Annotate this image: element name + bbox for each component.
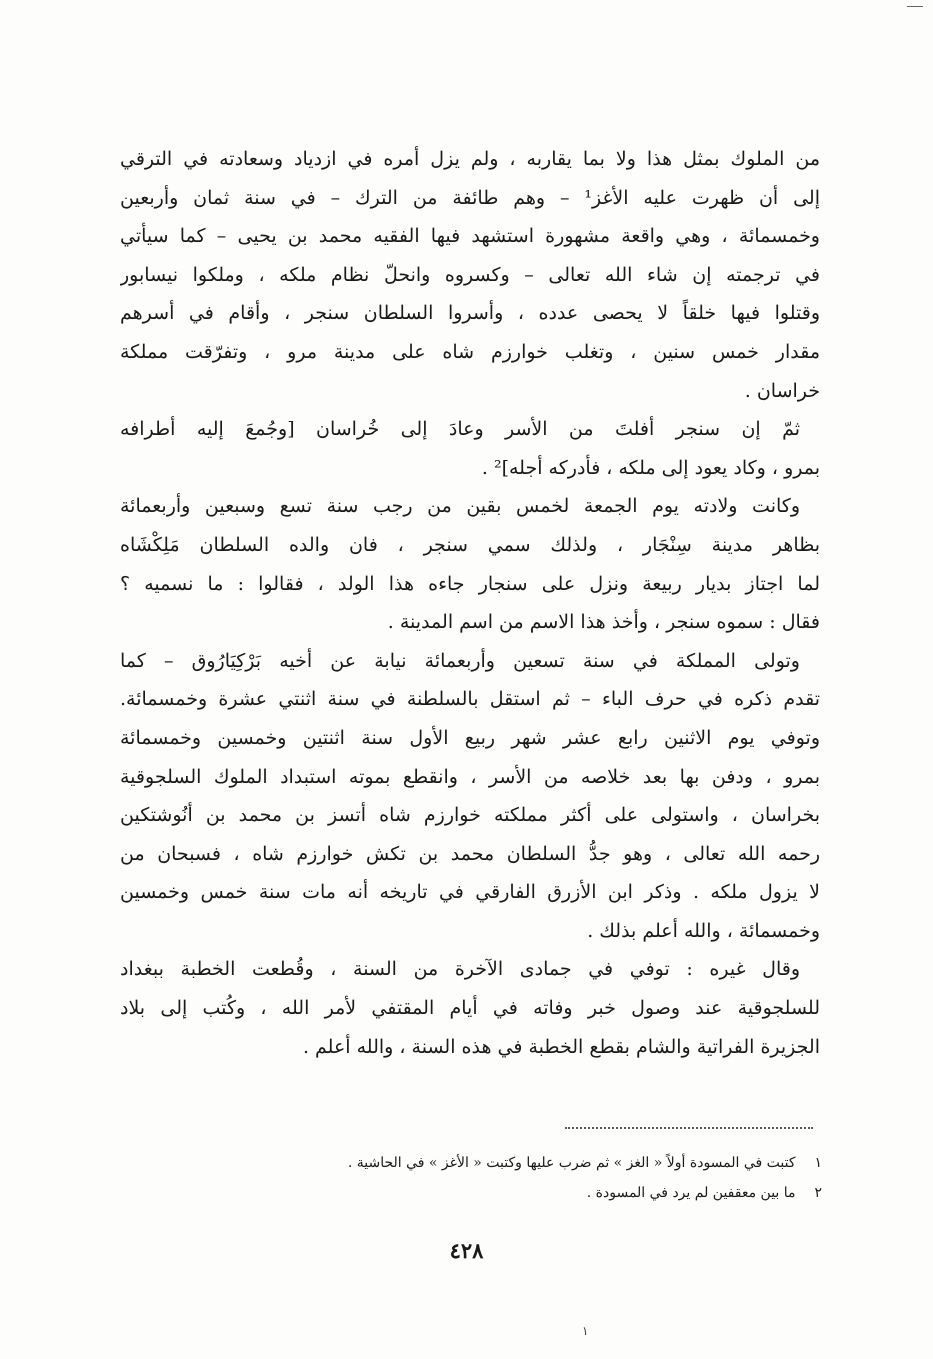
text-line: للسلجوقية عند وصول خبر وفاته في أيام المقتفي لأمر الله ، وكُتب إلى بلاد <box>120 997 820 1020</box>
footnotes-block <box>120 1148 822 1208</box>
text-line: الجزيرة الفراتية والشام بقطع الخطبة في هذه السنة ، والله أعلم . <box>302 1035 820 1058</box>
text-line: خراسان . <box>744 379 820 402</box>
text-line: بمرو ، ودفن بها بعد خلاصه من الأسر ، وانقطع بموته استبداد الملوك السلجوقية <box>120 765 820 788</box>
main-text-block <box>120 140 820 1066</box>
text-line: لا يزول ملكه . وذكر ابن الأزرق الفارقي في تاريخه أنه مات سنة خمس وخمسين <box>120 881 820 904</box>
text-line: وتوفي يوم الاثنين رابع عشر شهر ربيع الأول سنة اثنتين وخمسين وخمسمائة <box>120 726 820 749</box>
corner-scan-mark <box>907 6 923 15</box>
footnote-divider <box>565 1127 813 1129</box>
footnote-number: ١ <box>814 1155 822 1171</box>
text-line: مقدار خمس سنين ، وتغلب خوارزم شاه على مدينة مرو ، وتفرّقت مملكة <box>120 340 820 363</box>
text-line: وتولى المملكة في سنة تسعين وأربعمائة نيابة عن أخيه بَرْكِيَارُوق – كما <box>120 649 800 672</box>
text-line: في ترجمته إن شاء الله تعالى – وكسروه وانحلّ نظام ملكه ، وملكوا نيسابور <box>120 263 820 286</box>
footnote <box>120 1178 822 1208</box>
text-line: ثمّ إن سنجر أفلتَ من الأسر وعادَ إلى خُراسان [وجُمعَ إليه أطرافه <box>120 418 800 441</box>
stray-ink-mark: ۱ <box>582 1324 589 1338</box>
footnote-text: ما بين معقفين لم يرد في المسودة . <box>586 1185 796 1201</box>
text-line: بخراسان ، واستولى على أكثر مملكته خوارزم شاه أتسز بن محمد بن أنُوشتكين <box>120 804 820 827</box>
text-line: لما اجتاز بديار ربيعة ونزل على سنجار جاءه هذا الولد ، فقالوا : ما نسميه ؟ <box>120 572 820 595</box>
text-line: تقدم ذكره في حرف الباء – ثم استقل بالسلطنة في سنة اثنتي عشرة وخمسمائة. <box>120 688 820 711</box>
page-number: ٤٢٨ <box>449 1238 484 1263</box>
text-line: وكانت ولادته يوم الجمعة لخمس بقين من رجب سنة تسع وسبعين وأربعمائة <box>120 495 800 518</box>
footnote-number: ٢ <box>814 1185 822 1201</box>
footnote <box>120 1148 822 1178</box>
text-line: وخمسمائة ، والله أعلم بذلك . <box>587 919 820 942</box>
text-line: من الملوك بمثل هذا ولا بما يقاربه ، ولم يزل أمره في ازدياد وسعادته في الترقي <box>120 148 820 170</box>
text-line: بمرو ، وكاد يعود إلى ملكه ، فأدركه أجله]² . <box>481 456 820 479</box>
text-line: فقال : سموه سنجر ، وأخذ هذا الاسم من اسم المدينة . <box>387 611 820 634</box>
text-line: رحمه الله تعالى ، وهو جدُّ السلطان محمد بن تكش خوارزم شاه ، فسبحان من <box>120 842 820 865</box>
text-line: وخمسمائة ، وهي واقعة مشهورة استشهد فيها الفقيه محمد بن يحيى – كما سيأتي <box>120 225 820 248</box>
footnote-text: كتبت في المسودة أولاً « الغز » ثم ضرب عليها وكتبت « الأغز » في الحاشية . <box>347 1155 796 1171</box>
text-line: وقال غيره : توفي في جمادى الآخرة من السنة ، وقُطعت الخطبة ببغداد <box>120 958 800 981</box>
text-line: بظاهر مدينة سِنْجَار ، ولذلك سمي سنجر ، فان والده السلطان مَلِكْشَاه <box>120 533 820 556</box>
text-line: إلى أن ظهرت عليه الأغز¹ – وهم طائفة من الترك – في سنة ثمان وأربعين <box>120 186 820 209</box>
text-line: وقتلوا فيها خلقاً لا يحصى عدده ، وأسروا السلطان سنجر ، وأقام في أسرهم <box>120 302 820 325</box>
